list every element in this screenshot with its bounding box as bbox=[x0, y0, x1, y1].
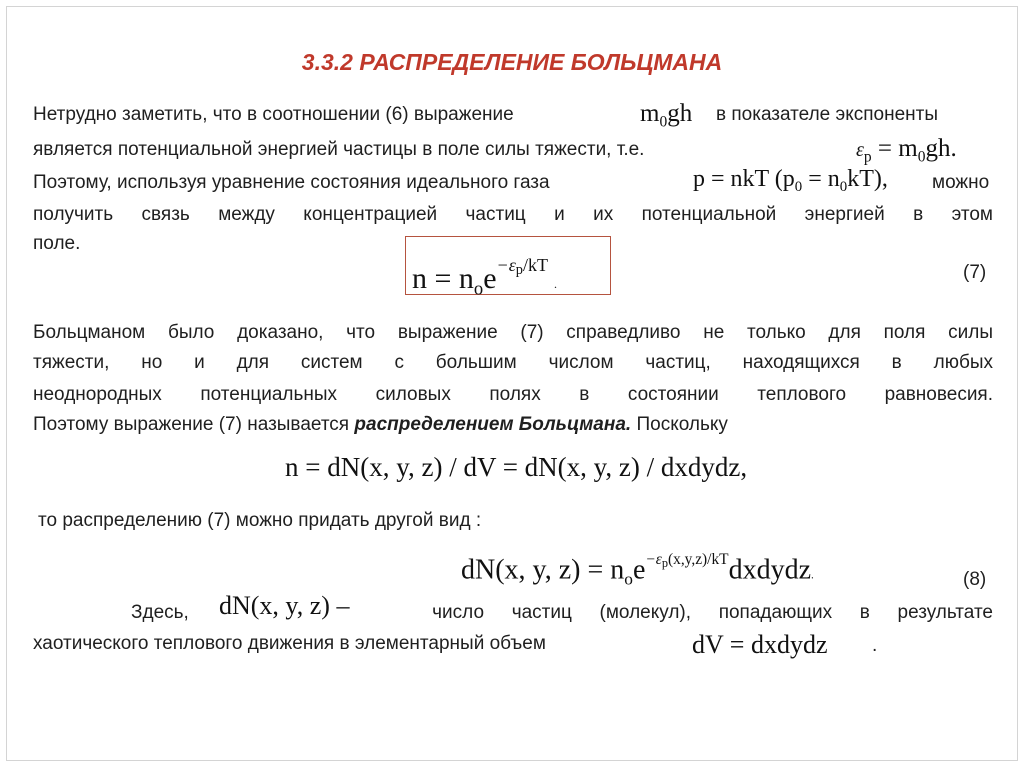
para1-line4: получить связь между концентрацией частиц и их потенциальной энергией в этом bbox=[33, 204, 993, 225]
line-then: то распределению (7) можно придать другой вид : bbox=[38, 510, 482, 531]
para1-line5: поле. bbox=[33, 233, 81, 254]
formula-p-nkt: p = nkT $(p_0 = n_0kT)$, bbox=[693, 166, 888, 196]
equation-7-number: (7) bbox=[963, 262, 987, 283]
equation-8-number: (8) bbox=[963, 569, 987, 590]
para1-line3-tail-text: можно bbox=[932, 172, 990, 193]
para2-line4-bold: распределением Больцмана. bbox=[354, 414, 632, 435]
equation-8: dN(x, y, $z) = n_oe^{-\varepsilon_p(x,y,z)/kT}dxdydz$. bbox=[461, 551, 814, 589]
page-title: 3.3.2 РАСПРЕДЕЛЕНИЕ БОЛЬЦМАНА bbox=[301, 49, 723, 75]
here-tail: число частиц (молекул), попадающих в результате bbox=[432, 602, 993, 623]
para1-line2 bbox=[33, 138, 993, 161]
here-label: Здесь, bbox=[131, 602, 189, 623]
para2-line2: тяжести, но и для систем с большим числом частиц, находящихся в любых bbox=[33, 352, 993, 373]
para1-line1-tail bbox=[716, 103, 993, 126]
formula-m0gh: $m_0gh$ bbox=[640, 100, 693, 131]
para2-line4 bbox=[33, 413, 993, 436]
para1-line1-text: Нетрудно заметить, что в соотношении (6) выражение bbox=[33, 104, 514, 125]
para1-line2-text: является потенциальной энергией частицы в поле силы тяжести, т.е. bbox=[33, 139, 645, 160]
para2-line3: неоднородных потенциальных силовых полях в состоянии теплового равновесия. bbox=[33, 384, 993, 405]
formula-dn-xyz: dN(x, y, z) – bbox=[219, 591, 350, 620]
para1-line1-tail-text: в показателе экспоненты bbox=[716, 104, 939, 125]
final-period: . bbox=[872, 635, 878, 656]
formula-ep-m0gh: $\varepsilon_p = m_0gh$. bbox=[856, 135, 957, 166]
para2-line4-pre: Поэтому выражение (7) называется bbox=[33, 414, 350, 435]
para3-line2: хаотического теплового движения в элементарный объем bbox=[33, 633, 546, 654]
equation-7: $n = n_oe^{-\varepsilon p/kT}$. bbox=[412, 255, 557, 300]
para1-line3-tail bbox=[932, 171, 994, 194]
para2-line4-post: Поскольку bbox=[631, 414, 728, 435]
para2-line1: Больцманом было доказано, что выражение (7) справедливо не только для поля силы bbox=[33, 322, 993, 343]
formula-dv: dV = dxdydz bbox=[692, 630, 828, 659]
para1-line3-text: Поэтому, используя уравнение состояния идеального газа bbox=[33, 172, 550, 193]
formula-n-dn-dv: n = dN(x, y, z) / dV = dN(x, y, z) / dxdydz, bbox=[285, 452, 748, 482]
